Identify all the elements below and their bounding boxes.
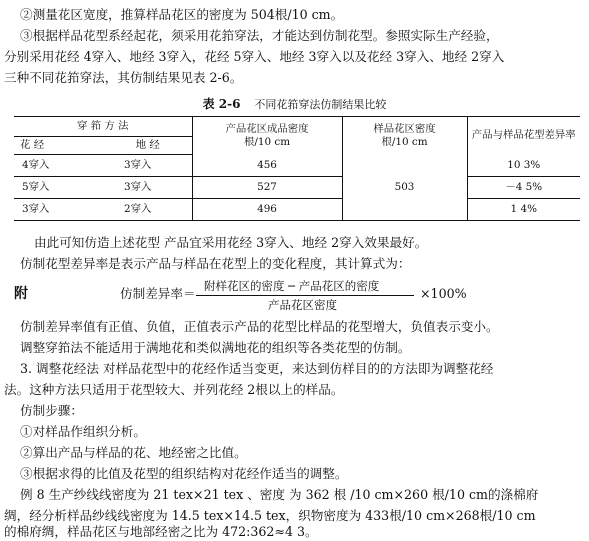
fraction-bar: [196, 295, 414, 296]
formula-tail: ×100%: [420, 286, 467, 301]
text-line: ①对样品作组织分析。: [20, 424, 146, 439]
formula-label: 仿制差异率＝: [120, 286, 196, 301]
text-line: 3. 调整花经法 对样品花型中的花经作适当变更，来达到仿样目的的方法即为调整花经: [20, 361, 494, 376]
table-row: 3穿入 2穿入 496 1 4%: [14, 199, 580, 221]
comparison-table: [14, 116, 580, 221]
text-line: 三种不同花筘穿法，其仿制结果见表 2-6。: [4, 70, 243, 85]
text-line: ③根据求得的比值及花型的组织结构对花经作适当的调整。: [20, 466, 348, 481]
side-mark: 附: [14, 286, 28, 302]
text-line: 仿制步骤：: [20, 403, 83, 418]
table-caption: [0, 97, 589, 112]
sample-density-cell: 503: [342, 155, 467, 221]
text-line: 例 8 生产纱线线密度为 21 tex×21 tex 、密度 为 362 根 /10 cm×260 根/10 cm的涤棉府: [20, 487, 539, 502]
text-line: 分别采用花经 4穿入、地经 3穿入，花经 5穿入、地经 3穿入以及花经 3穿入、地经 2穿入: [4, 49, 505, 64]
text-line: ②测量花区宽度，推算样品花区的密度为 504根/10 cm。: [20, 7, 344, 22]
text-line: 的棉府绸，样品花区与地部经密之比为 472:362≈4 3。: [4, 524, 318, 539]
text-line: ②算出产品与样品的花、地经密之比值。: [20, 445, 247, 460]
formula-numerator: 附样花区的密度 ─ 产品花区的密度: [204, 279, 380, 293]
text-line: 仿制花型差异率是表示产品与样品在花型上的变化程度，其计算式为：: [20, 256, 411, 271]
text-line: 绸，经分析样品纱线线密度为 14.5 tex×14.5 tex，织物密度为 433根/10 cm×268根/10 cm: [4, 508, 536, 523]
text-line: ③根据样品花型系经起花，须采用花筘穿法，才能达到仿制花型。参照实际生产经验，: [20, 28, 499, 43]
header-di-jing: 地 经: [104, 137, 192, 155]
text-line: 由此可知仿造上述花型 产品宜采用花经 3穿入、地经 2穿入效果最好。: [34, 235, 428, 250]
header-method: 穿 筘 方 法: [14, 117, 192, 137]
table-row: 5穿入 3穿入 527 －4 5%: [14, 177, 580, 199]
text-line: 法。这种方法只适用于花型较大、并列花经 2根以上的样品。: [4, 382, 344, 397]
header-sample-density: 样品花区密度 根/10 cm: [342, 117, 467, 155]
text-line: 仿制差异率值有正值、负值，正值表示产品的花型比样品的花型增大，负值表示变小。: [20, 319, 499, 334]
table-row: 4穿入 3穿入 456 503 10 3%: [14, 155, 580, 177]
formula-denominator: 产品花区密度: [268, 298, 337, 312]
header-hua-jing: 花 经: [14, 137, 104, 155]
table-caption-number: 表 2-6: [202, 97, 241, 111]
header-product-density: 产品花区成品密度 根/10 cm: [192, 117, 342, 155]
header-difference: 产品与样品花型差异率: [467, 117, 580, 155]
text-line: 调整穿筘法不能适用于满地花和类似满地花的组织等各类花型的仿制。: [20, 340, 411, 355]
table-caption-title: 不同花筘穿法仿制结果比较: [254, 98, 387, 111]
